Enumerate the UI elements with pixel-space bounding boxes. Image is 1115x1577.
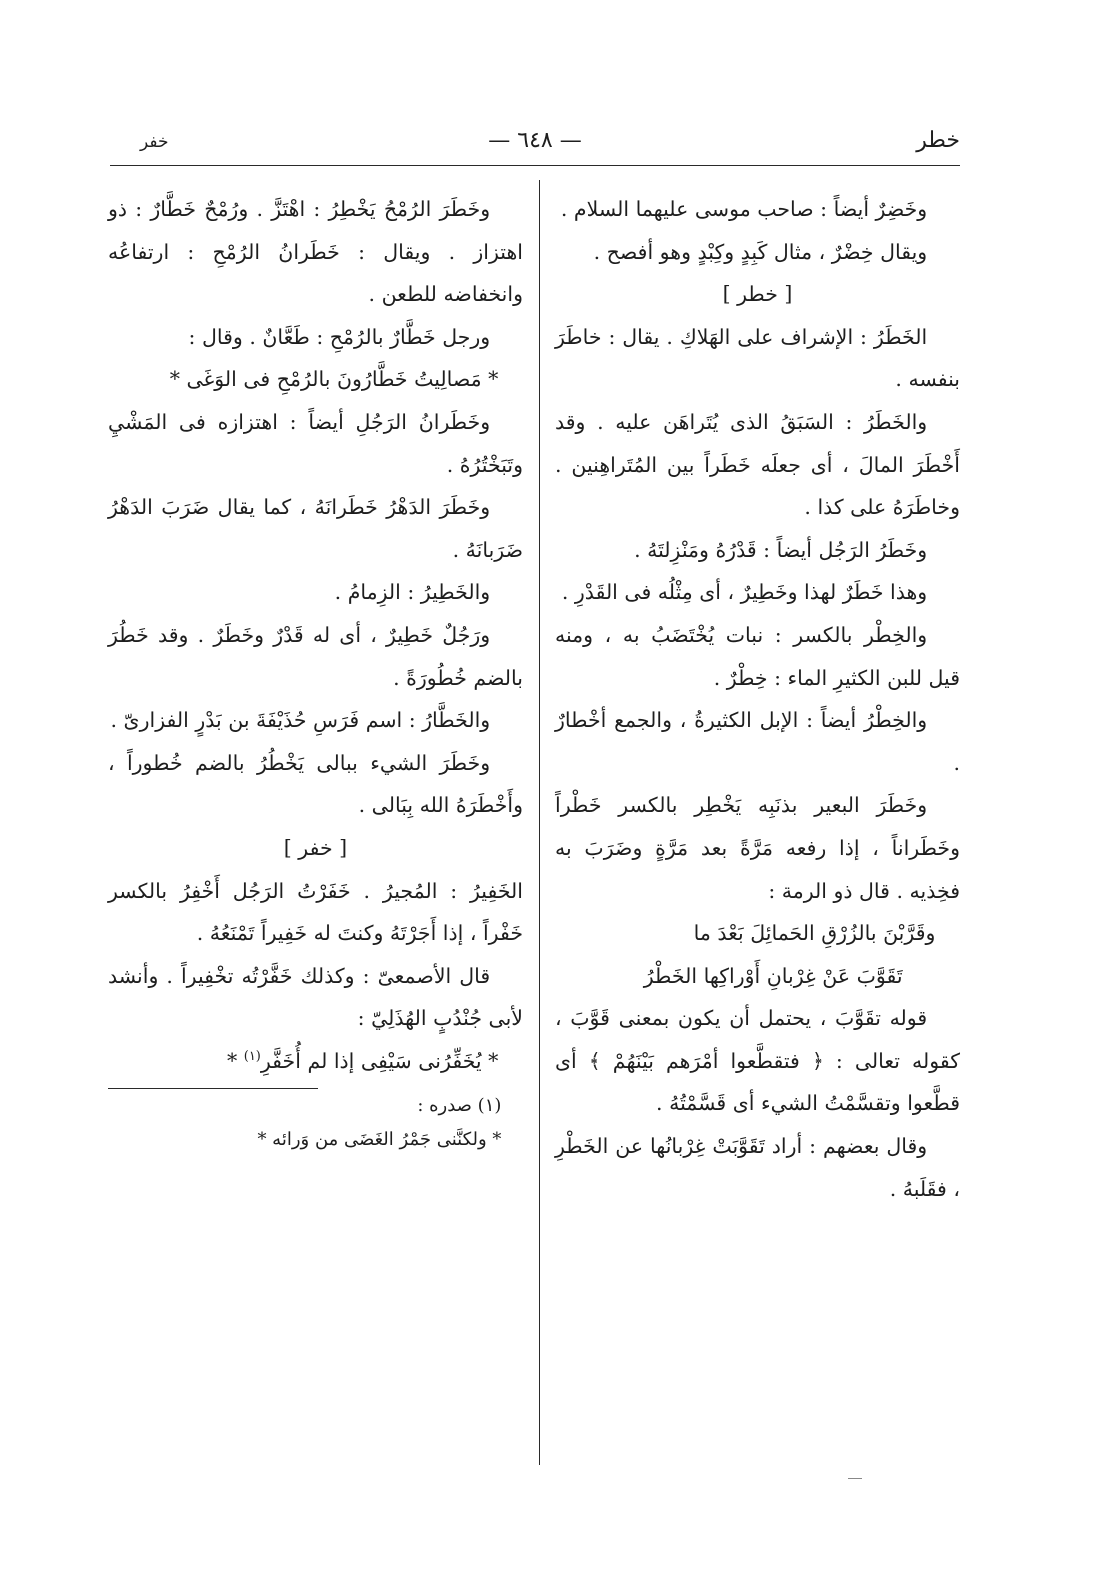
root-heading: [ خفر ] — [283, 835, 348, 860]
page-mark — [848, 1478, 862, 1479]
entry-paragraph: قال الأصمعىّ : وكذلك خَفَّرْتُه تخْفِيراً . وأنشد لأبى جُنْدُبٍ الهُذَلِيّ : — [108, 963, 523, 1031]
entry-paragraph: والخِطْر بالكسر : نبات يُخْتَضَبُ به ، ومنه قيل للبن الكثيرِ الماء : خِطْرٌ . — [555, 622, 960, 690]
left-column — [108, 188, 523, 1157]
entry-paragraph: وخَطَرَ الدَهْرُ خَطَرانَهُ ، كما يقال ضَرَبَ الدَهْرُ ضَرَبانَهُ . — [108, 495, 523, 562]
entry-paragraph: ورجل خَطَّارٌ بالرُمْحِ : طَعَّانٌ . وقال : — [188, 324, 491, 349]
entry-paragraph: ويقال خِضْرٌ ، مثال كَبِدٍ وكِبْدٍ وهو أفصح . — [593, 239, 928, 264]
entry-paragraph: وقال بعضهم : أراد تَقَوَّبَتْ غِرْبانُها عن الخَطْرِ ، فقَلَبهُ . — [555, 1134, 960, 1201]
entry-paragraph: والخَطِيرُ : الزِمامُ . — [334, 580, 491, 605]
entry-paragraph: والخَطَرُ : السَبَقُ الذى يُتَراهَن عليه . وقد أَخْطَرَ المالَ ، أى جعلَه خَطَراً بين المُتَراهِنين . وخاطَرَهُ على كذا . — [555, 409, 960, 520]
entry-paragraph: وخَطَرَ الرُمْحُ يَخْطِرُ : اهْتَزَّ . ورُمْحٌ خَطَّارٌ : ذو اهتزاز . ويقال : خَطَرانُ الرُمْحِ : ارتفاعُه وانخفاضه للطعن . — [108, 197, 523, 307]
verse-text: * يُخَفِّرُنى سَيْفِى إذا لم أُخَفَّرِ — [260, 1048, 499, 1073]
page-number: — ٦٤٨ — — [488, 128, 582, 153]
entry-paragraph: وخَضِرٌ أيضاً : صاحب موسى عليهما السلام . — [560, 197, 928, 221]
entry-paragraph: ورَجُلٌ خَطِيرٌ ، أى له قَدْرٌ وخَطَرٌ . وقد خَطُرَ بالضم خُطُورَةً . — [108, 622, 523, 690]
footnote-label: (١) صدره : — [417, 1095, 502, 1117]
header-rule — [110, 165, 960, 166]
entry-paragraph: قوله تقَوَّبَ ، يحتمل أن يكون بمعنى قَوَّبَ ، كقوله تعالى : ﴿ فتقطَّعوا أمْرَهم بَيْنَهُمْ ﴾ أى قطَّعوا وتقسَّمْتُ الشيء أى قَسَّمْتُهُ . — [555, 1006, 960, 1116]
poetry-verse: * مَصالِيتُ خَطَّارُونَ بالرُمْحِ فى الوَغَى * — [169, 367, 499, 392]
column-divider — [539, 180, 540, 1465]
header-right-word: خطر — [916, 128, 960, 153]
entry-paragraph: الخَطَرُ : الإشراف على الهَلاكِ . يقال : خاطَرَ بنفسه . — [555, 324, 960, 392]
verse-tail: * — [226, 1048, 244, 1073]
poetry-verse: تَقَوَّبَ عَنْ غِرْبانِ أَوْراكِها الخَطْرُ — [643, 963, 903, 988]
root-heading: [ خطر ] — [722, 282, 793, 307]
footnote-reference: (١) — [243, 1049, 261, 1065]
entry-paragraph: وخَطَرانُ الرَجُلِ أيضاً : اهتزازه فى المَشْيِ وتَبَخْتُرُهُ . — [108, 409, 523, 477]
entry-paragraph: وخَطَرَ البعير بذنَبِه يَخْطِر بالكسر خَطْراً وخَطَراناً ، إذا رفعه مَرَّةً بعد مَرَّةٍ وضَرَبَ به فخِذيه . قال ذو الرمة : — [555, 793, 960, 903]
poetry-verse: وقَرَّبْنَ بالزُرْقِ الحَمائِلَ بَعْدَ ما — [693, 921, 936, 946]
header-left-word: خفر — [140, 132, 169, 152]
entry-paragraph: والخِطْرُ أيضاً : الإبل الكثيرةُ ، والجمع أخْطارٌ . — [555, 708, 960, 775]
entry-paragraph: وخَطَرُ الرَجُل أيضاً : قَدْرُهُ ومَنْزِلتَهُ . — [634, 537, 928, 562]
entry-paragraph: وخَطَرَ الشيء ببالى يَخْطُرُ بالضم خُطوراً ، وأَخْطَرَهُ الله بِبَالى . — [108, 750, 523, 818]
poetry-verse — [108, 1040, 523, 1083]
entry-paragraph: وهذا خَطَرٌ لهذا وخَطِيرٌ ، أى مِثْلُه فى القَدْرِ . — [561, 580, 928, 605]
footnote-verse: * ولكنَّنى جَمْرُ الغَضَى من وَرائه * — [257, 1129, 502, 1151]
entry-paragraph: والخَطَّارُ : اسم فَرَسِ حُذَيْفَةَ بن بَدْرٍ الفزارىّ . — [110, 708, 491, 733]
entry-paragraph: الخَفِيرُ : المُجيرُ . خَفَرْتُ الرَجُل أَخْفِرُ بالكسر خَفْراً ، إذا أَجَرْتَهُ وكنتَ له خَفِيراً تَمْنَعُهُ . — [108, 878, 523, 946]
page-header — [110, 128, 960, 168]
right-column — [555, 188, 960, 1210]
